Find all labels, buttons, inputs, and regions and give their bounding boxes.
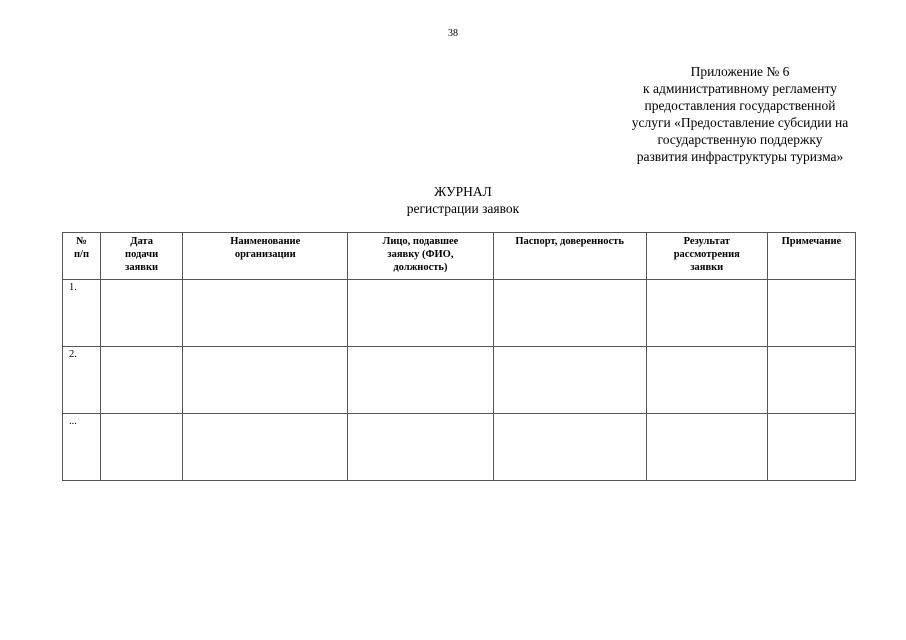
appendix-line: Приложение № 6 <box>690 64 790 79</box>
row-number: ... <box>63 414 101 481</box>
page-number: 38 <box>448 28 458 39</box>
cell-date <box>101 414 183 481</box>
cell-result <box>646 280 767 347</box>
journal-heading <box>0 183 906 217</box>
appendix-line: развития инфраструктуры туризма» <box>636 149 844 164</box>
registration-table <box>62 232 856 481</box>
header-note: Примечание <box>767 233 855 280</box>
cell-organization <box>183 347 348 414</box>
cell-note <box>767 414 855 481</box>
journal-title: ЖУРНАЛ <box>434 184 492 199</box>
appendix-line: предоставления государственной <box>644 98 836 113</box>
table-row <box>63 280 856 347</box>
cell-note <box>767 347 855 414</box>
header-organization: Наименование организации <box>183 233 348 280</box>
cell-organization <box>183 280 348 347</box>
header-number: № п/п <box>63 233 101 280</box>
header-applicant: Лицо, подавшее заявку (ФИО, должность) <box>348 233 493 280</box>
cell-organization <box>183 414 348 481</box>
row-number: 1. <box>63 280 101 347</box>
cell-note <box>767 280 855 347</box>
table-header-row <box>63 233 856 280</box>
appendix-line: государственную поддержку <box>657 132 823 147</box>
cell-applicant <box>348 347 493 414</box>
header-result: Результат рассмотрения заявки <box>646 233 767 280</box>
cell-applicant <box>348 280 493 347</box>
appendix-heading <box>600 63 880 165</box>
table-row <box>63 347 856 414</box>
cell-date <box>101 347 183 414</box>
appendix-line: к административному регламенту <box>643 81 837 96</box>
header-date: Дата подачи заявки <box>101 233 183 280</box>
table-row <box>63 414 856 481</box>
cell-result <box>646 347 767 414</box>
cell-applicant <box>348 414 493 481</box>
header-passport: Паспорт, доверенность <box>493 233 646 280</box>
cell-passport <box>493 347 646 414</box>
cell-result <box>646 414 767 481</box>
cell-passport <box>493 414 646 481</box>
cell-passport <box>493 280 646 347</box>
row-number: 2. <box>63 347 101 414</box>
journal-subtitle: регистрации заявок <box>406 201 520 216</box>
cell-date <box>101 280 183 347</box>
appendix-line: услуги «Предоставление субсидии на <box>631 115 849 130</box>
